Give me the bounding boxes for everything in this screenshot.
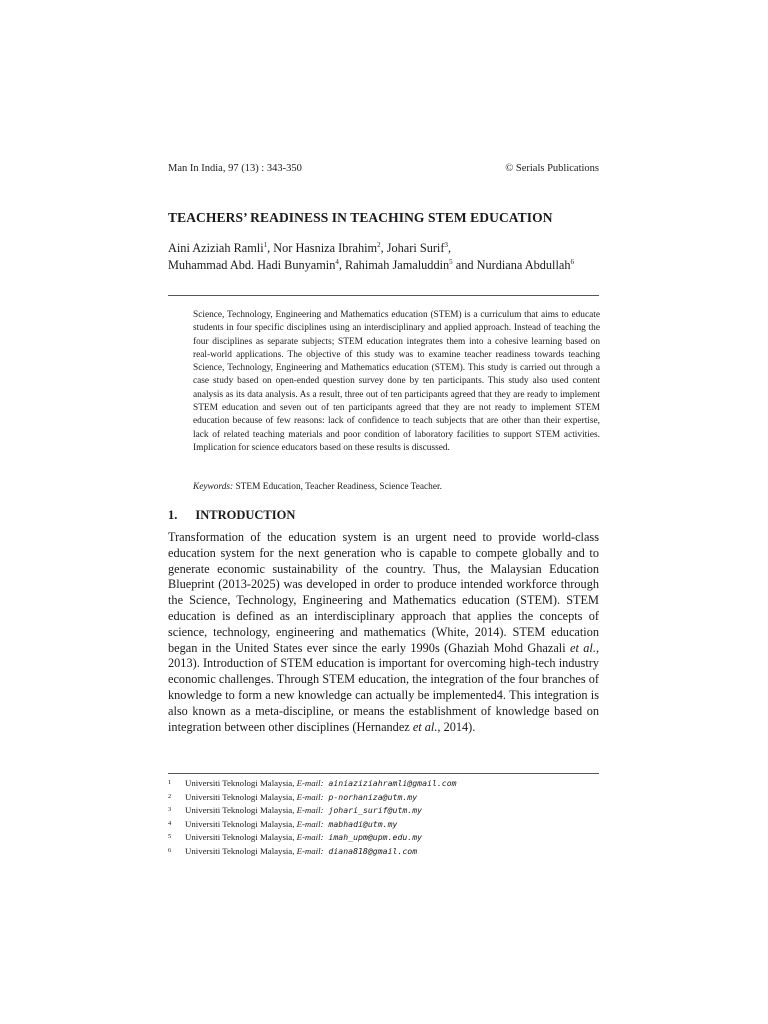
paper-title: TEACHERS’ READINESS IN TEACHING STEM EDUCATION xyxy=(168,210,553,225)
footnote-affiliation: Universiti Teknologi Malaysia, xyxy=(185,805,297,816)
footnote-list xyxy=(168,777,599,859)
footnote-number: 6 xyxy=(168,846,172,854)
author-affiliation-mark: 5 xyxy=(449,257,453,266)
footnote-email[interactable]: p-norhaniza@utm.my xyxy=(323,791,418,802)
footnote-email-label: E-mail: xyxy=(296,791,324,802)
running-header xyxy=(168,163,599,174)
section-number: 1. xyxy=(168,508,178,522)
author-affiliation-mark: 4 xyxy=(335,257,339,266)
title-divider xyxy=(168,295,599,296)
footnote-number: 3 xyxy=(168,806,172,814)
publisher-notice: © Serials Publications xyxy=(505,163,599,174)
footnote-email[interactable]: mabhadi@utm.my xyxy=(323,818,398,829)
author-affiliation-mark: 2 xyxy=(377,240,381,249)
footnote-affiliation: Universiti Teknologi Malaysia, xyxy=(185,778,297,788)
author-affiliation-mark: 3 xyxy=(444,240,448,249)
section-heading-introduction xyxy=(168,508,599,523)
footnote-divider xyxy=(168,773,599,774)
footnote-email[interactable]: ainiaziziahramli@gmail.com xyxy=(323,778,457,788)
author-affiliation-mark: 6 xyxy=(570,257,574,266)
footnote-number: 2 xyxy=(168,792,172,800)
introduction-paragraph xyxy=(168,530,599,735)
footnote xyxy=(168,804,599,818)
keywords-label: Keywords: xyxy=(193,482,234,492)
author-name: and Nurdiana Abdullah xyxy=(452,258,571,272)
citation-etal: et al. xyxy=(412,719,438,734)
footnote xyxy=(168,777,599,791)
footnote-email-label: E-mail: xyxy=(296,845,324,856)
keywords-text: STEM Education, Teacher Readiness, Science Teacher. xyxy=(233,482,442,492)
footnote xyxy=(168,791,599,805)
footnote-number: 1 xyxy=(168,779,172,786)
footnote-email[interactable]: johari_surif@utm.my xyxy=(323,805,423,816)
body-text-segment: Transformation of the education system is an urgent need to provide world-class education system for the next generation who is capable to compete globally and to generate economic sustainability of the country. Thus, the Malaysian Education Blueprint (2013-2025) was developed in order to produce intended workforce through the Science, Technology, Engineering and Mathematics education (STEM). STEM education is defined as an interdisciplinary approach that applies the concepts of science, technology, engineering and mathematics (White, 2014). STEM education began in the United States ever since the early 1990s (Ghaziah Mohd Ghazali xyxy=(168,530,599,655)
footnote xyxy=(168,845,599,859)
footnote-email-label: E-mail: xyxy=(296,818,324,829)
author-list xyxy=(168,240,599,274)
footnote-email-label: E-mail: xyxy=(296,778,324,788)
footnote-email-label: E-mail: xyxy=(296,832,324,843)
footnote xyxy=(168,818,599,832)
footnote-email[interactable]: diana818@gmail.com xyxy=(323,845,418,856)
journal-citation: Man In India, 97 (13) : 343-350 xyxy=(168,163,302,174)
footnote-affiliation: Universiti Teknologi Malaysia, xyxy=(185,818,297,829)
abstract: Science, Technology, Engineering and Mathematics education (STEM) is a curriculum that aims to educate students in four specific disciplines using an interdisciplinary and applied approach. Instead of teaching the four disciplines as separate subjects; STEM education integrates them into a cohesive learning based on real-world applications. The objective of this study was to examine teacher readiness towards teaching Science, Technology, Engineering and Mathematics education (STEM). This study is carried out through a case study based on open-ended question survey done by ten participants. This study also used content analysis as its data analysis. As a result, three out of ten participants agreed that they are ready to implement STEM education and seven out of ten participants agreed that they are not ready to implement STEM education because of few reasons: lack of confidence to teach subjects that are other than their expertise, lack of related teaching materials and poor condition of laboratory facilities to support STEM activities. Implication for science educators based on these results is discussed. xyxy=(193,310,600,453)
citation-etal: et al. xyxy=(570,640,596,655)
section-title: INTRODUCTION xyxy=(195,508,296,522)
footnote-affiliation: Universiti Teknologi Malaysia, xyxy=(185,791,297,802)
author-name: , Rahimah Jamaluddin xyxy=(338,258,450,272)
footnote-email[interactable]: imah_upm@upm.edu.my xyxy=(323,832,423,843)
footnote-number: 4 xyxy=(168,819,172,827)
author-name: Muhammad Abd. Hadi Bunyamin xyxy=(168,258,336,272)
author-name: Aini Aziziah Ramli xyxy=(168,241,264,255)
footnote-affiliation: Universiti Teknologi Malaysia, xyxy=(185,832,297,843)
author-name: , Nor Hasniza Ibrahim xyxy=(267,241,378,255)
author-separator: , xyxy=(447,241,452,255)
footnote-affiliation: Universiti Teknologi Malaysia, xyxy=(185,845,297,856)
keywords xyxy=(193,481,600,494)
footnote-email-label: E-mail: xyxy=(296,805,324,816)
author-name: , Johari Surif xyxy=(380,241,445,255)
author-affiliation-mark: 1 xyxy=(263,240,268,249)
footnote xyxy=(168,831,599,845)
body-text-segment: , 2014). xyxy=(437,719,476,734)
body-text-segment: , 2013). Introduction of STEM education is important for overcoming high-tech industry economic challenges. Through STEM education, the integration of the four branches of knowledge to form a new knowledge can actually be implemented4. This integration is also known as a meta-discipline, or means the establishment of knowledge based on integration between other disciplines (Hernandez xyxy=(168,640,600,734)
footnote-number: 5 xyxy=(168,833,172,841)
